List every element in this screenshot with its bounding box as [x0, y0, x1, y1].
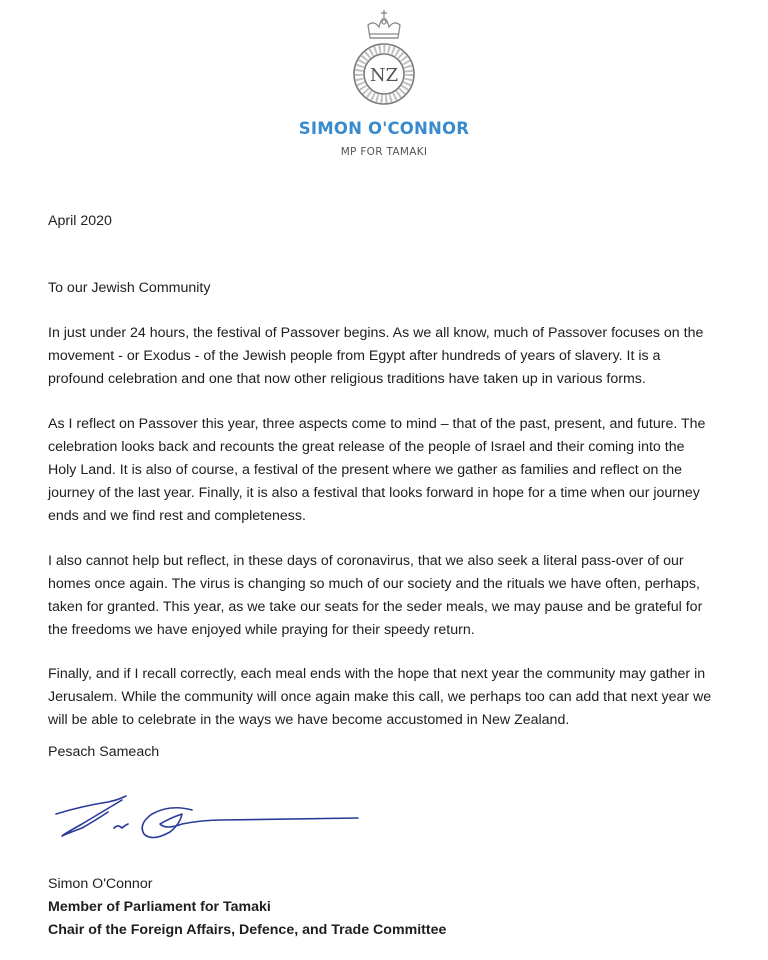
paragraph-line: journey of the last year. Finally, it is also a festival that looks forward in hope for a time when our journey [48, 485, 700, 501]
signatory-name: Simon O'Connor [48, 876, 153, 892]
paragraph-line: ends and we find rest and completeness. [48, 508, 306, 524]
paragraph-line: taken for granted. This year, as we take our seats for the seder meals, we may pause and be grateful for [48, 599, 703, 615]
paragraph-line: will be able to celebrate in the ways we have become accustomed in New Zealand. [48, 712, 570, 728]
paragraph-line: Jerusalem. While the community will once again make this call, we perhaps too can add that next year we [48, 689, 712, 705]
paragraph-line: Holy Land. It is also of course, a festival of the present where we gather as families and reflect on the [48, 462, 683, 478]
paragraph-line: profound celebration and one that now other religious traditions have taken up in various forms. [48, 371, 646, 387]
letter-salutation: To our Jewish Community [48, 280, 211, 296]
mp-name-heading: SIMON O'CONNOR [298, 119, 470, 138]
handwritten-signature-icon [52, 790, 372, 850]
crest-monogram: NZ [369, 65, 399, 86]
letter-paragraph-3 [48, 550, 748, 642]
paragraph-line: I also cannot help but reflect, in these days of coronavirus, that we also seek a literal pass-over of our [48, 553, 684, 569]
paragraph-line: movement - or Exodus - of the Jewish people from Egypt after hundreds of years of slavery. It is a [48, 348, 661, 364]
letter-paragraph-4 [48, 663, 748, 732]
paragraph-line: the freedoms we have enjoyed while praying for their speedy return. [48, 622, 475, 638]
letter-paragraph-1 [48, 322, 748, 391]
paragraph-line: homes once again. The virus is changing so much of our society and the rituals we have often, perhaps, [48, 576, 700, 592]
paragraph-line: Finally, and if I recall correctly, each meal ends with the hope that next year the community may gather in [48, 666, 706, 682]
letter-date: April 2020 [48, 213, 112, 229]
paragraph-line: celebration looks back and recounts the great release of the people of Israel and their coming into the [48, 439, 685, 455]
mp-seat-subheading: MP FOR TAMAKI [340, 146, 428, 158]
parliament-crest-icon [344, 8, 424, 108]
letter-paragraph-2 [48, 413, 748, 528]
paragraph-line: In just under 24 hours, the festival of Passover begins. As we all know, much of Passover focuses on the [48, 325, 704, 341]
letter-closing: Pesach Sameach [48, 744, 160, 760]
paragraph-line: As I reflect on Passover this year, three aspects come to mind – that of the past, present, and future. The [48, 416, 706, 432]
signatory-title-committee-chair: Chair of the Foreign Affairs, Defence, and Trade Committee [48, 922, 447, 938]
signatory-title-mp: Member of Parliament for Tamaki [48, 899, 271, 915]
